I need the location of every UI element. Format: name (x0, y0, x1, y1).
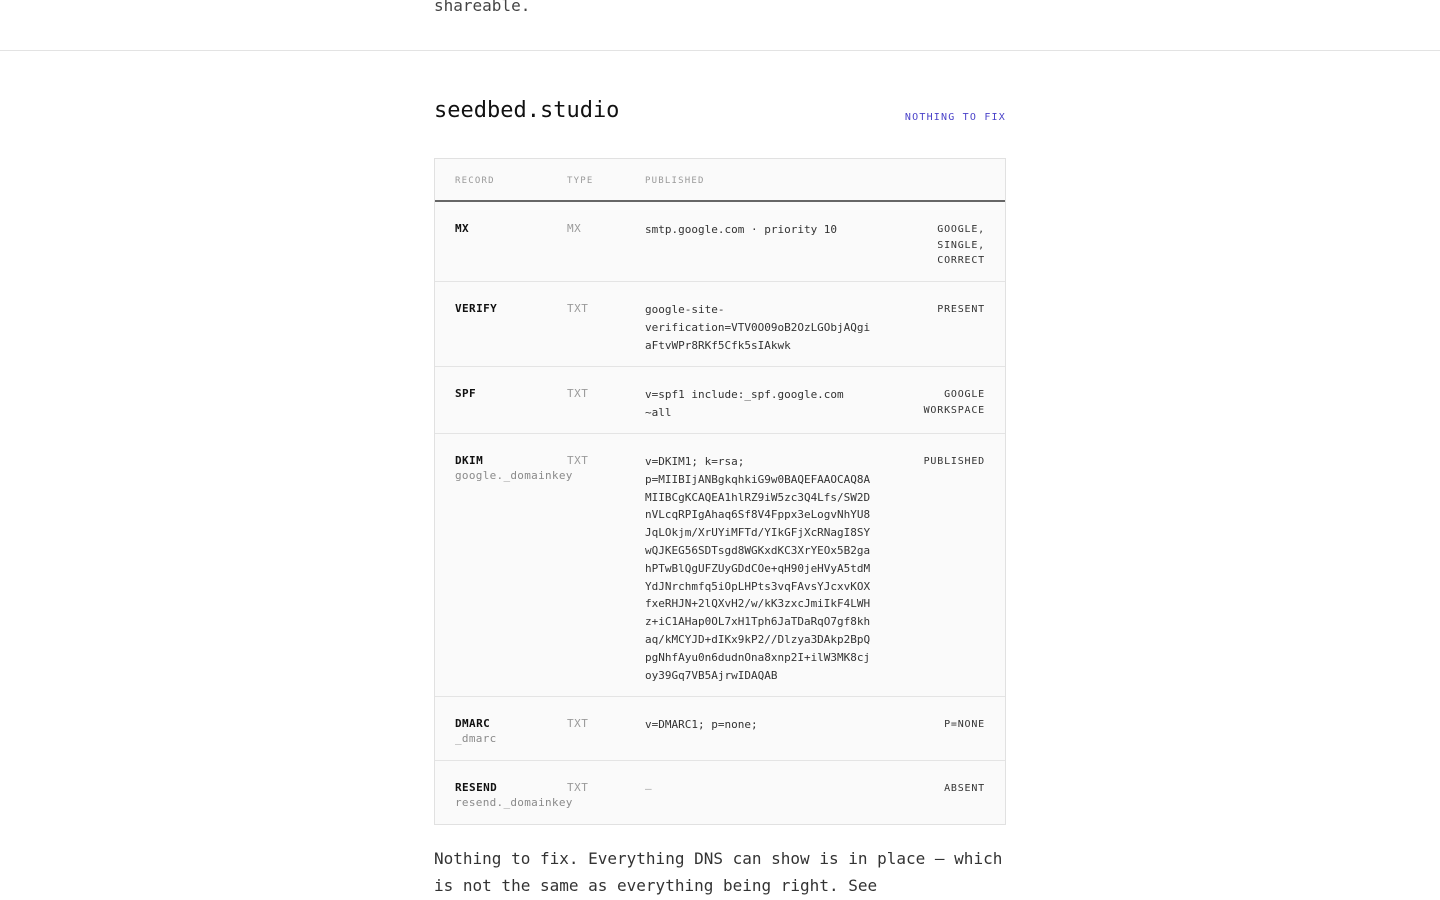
record-status: PRESENT (937, 304, 985, 315)
header-record: RECORD (455, 176, 495, 186)
table-header (435, 159, 1005, 202)
record-status: PUBLISHED (923, 456, 985, 467)
record-type: TXT (567, 302, 589, 315)
table-row-resend (435, 761, 1005, 824)
intro-trailing-text: shareable. (434, 0, 531, 15)
record-type: MX (567, 222, 582, 235)
record-status: GOOGLE WORKSPACE (923, 389, 985, 416)
record-value: smtp.google.com · priority 10 (645, 223, 838, 236)
record-type: TXT (567, 454, 589, 467)
record-host: _dmarc (455, 732, 497, 745)
record-value: v=DMARC1; p=none; (645, 718, 758, 731)
record-name: DMARC (455, 717, 491, 730)
header-type: TYPE (567, 176, 594, 186)
record-type: TXT (567, 781, 589, 794)
record-status: GOOGLE, SINGLE, CORRECT (937, 224, 985, 267)
domain-title: seedbed.studio (434, 98, 620, 123)
record-type: TXT (567, 387, 589, 400)
record-value: v=DKIM1; k=rsa; p=MIIBIjANBgkqhkiG9w0BAQEFAAOCAQ8A MIIBCgKCAQEA1hlRZ9iW5zc3Q4Lfs/SW2D nVLcqRPIgAhaq6Sf8V4Fppx3eLogvNhYU8 JqLOkjm/XrUYiMFTd/YIkGFjXcRNagI8SY wQJKEG56SDTsgd8WGKxdKC3XrYEOx5B2ga hPTwBlQgUFZUyGDdCOe+qH90jeHVyA5tdM YdJNrchmfq5iOpLHPts3vqFAvsYJcxvKOX fxeRHJN+2lQXvH2/w/kK3zxcJmiIkF4LWH z+iC1AHap0OL7xH1Tph6JaTDaRqO7gf8kh aq/kMCYJD+dIKx9kP2//Dlzya3DAkp2BpQ pgNhfAyu0n6dudnOna8xnp2I+ilW3MK8cj oy39Gq7VB5AjrwIDAQAB (645, 455, 871, 682)
record-name: MX (455, 222, 470, 235)
record-type: TXT (567, 717, 589, 730)
record-status: ABSENT (944, 783, 985, 794)
table-row-spf (435, 367, 1005, 434)
record-name: DKIM (455, 454, 484, 467)
table-row-verify (435, 282, 1005, 367)
table-row-dmarc (435, 697, 1005, 761)
record-value: v=spf1 include:_spf.google.com ~all (645, 388, 844, 419)
dns-records-table (434, 158, 1006, 825)
header-published: PUBLISHED (645, 176, 705, 186)
record-name: VERIFY (455, 302, 498, 315)
record-value: google-site- verification=VTV0O09oB2OzLGObjAQgi aFtvWPr8RKf5Cfk5sIAkwk (645, 303, 871, 352)
domain-status-badge: NOTHING TO FIX (904, 112, 1006, 123)
record-host: google._domainkey (455, 469, 573, 482)
table-row-dkim (435, 434, 1005, 697)
record-status: P=NONE (944, 719, 985, 730)
record-host: resend._domainkey (455, 796, 573, 809)
summary-text: Nothing to fix. Everything DNS can show is in place — which is not the same as everything being right. See (434, 849, 1003, 895)
domain-header (434, 98, 1006, 132)
record-name: SPF (455, 387, 477, 400)
record-name: RESEND (455, 781, 498, 794)
section-divider (0, 50, 1440, 51)
table-row-mx (435, 202, 1005, 282)
record-value: — (645, 782, 652, 795)
